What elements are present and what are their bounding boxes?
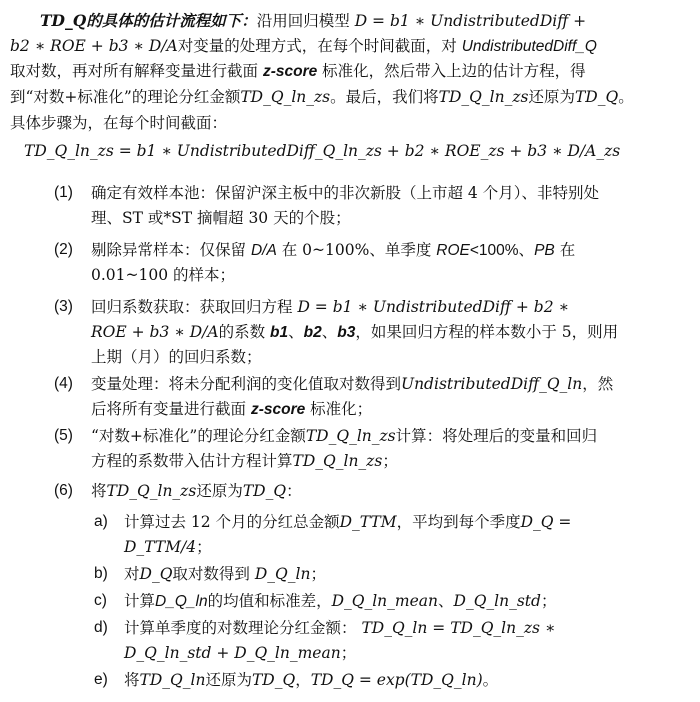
intro-text: 具体步骤为，在每个时间截面： — [10, 114, 228, 132]
intro-line-2 — [10, 35, 597, 58]
step-formula: D_Q_ln_std + D_Q_ln_mean — [124, 644, 341, 662]
step-text: ； — [540, 592, 557, 610]
step-number: (3) — [54, 298, 73, 315]
step-number: (2) — [54, 241, 73, 258]
intro-variable: TD_Q — [574, 88, 619, 106]
step-variable: PB — [534, 242, 555, 259]
step-variable: D_Q_ln_mean — [331, 592, 439, 610]
step-number: (1) — [54, 184, 73, 201]
intro-text: 取对数，再对所有解释变量进行截面 — [10, 62, 259, 80]
step-text: 。 — [482, 671, 499, 689]
step-text: <100%、 — [469, 242, 535, 259]
step-text: 、 — [438, 592, 454, 610]
intro-variable: TD_Q_ln_zs — [240, 88, 331, 106]
step-variable: D_TTM — [339, 513, 397, 531]
step-text: 0.01~100 的样本； — [91, 266, 236, 284]
step-text: 上期（月）的回归系数； — [91, 348, 262, 366]
step-text: 变量处理：将未分配利润的变化值取对数得到 — [91, 375, 402, 393]
step-text: ； — [382, 452, 398, 470]
step-variable: TD_Q_ln_zs — [305, 427, 396, 445]
step-number: (5) — [54, 427, 73, 444]
step-text: 计算过去 12 个月的分红总金额 — [124, 513, 340, 531]
intro-formula-cont: b2 ∗ ROE + b3 ∗ D/A — [10, 37, 178, 55]
step-text: 对 — [124, 565, 140, 583]
step-text: 计算 — [124, 592, 156, 610]
step-variable: TD_Q_ln_zs — [292, 452, 383, 470]
step-variable: b3 — [337, 324, 356, 341]
intro-line-4 — [10, 86, 634, 108]
intro-zscore: z-score — [262, 63, 318, 80]
step-variable: D_Q_ln — [254, 565, 311, 583]
step-variable: D_Q_ln_std — [453, 592, 541, 610]
step-text: ，然 — [582, 375, 614, 393]
main-formula — [24, 140, 620, 162]
intro-variable: TD_Q_ln_zs — [438, 88, 529, 106]
step-number: (6) — [54, 482, 73, 499]
intro-line-5 — [10, 112, 227, 134]
step-variable: b1 — [270, 324, 289, 341]
step-text: 将 — [124, 671, 140, 689]
substep-label: d) — [94, 619, 108, 636]
step-text: 计算单季度的对数理论分红金额： — [124, 619, 357, 637]
step-text: 的均值和标准差， — [207, 592, 332, 610]
step-text: 理、ST 或*ST 摘帽超 30 天的个股； — [91, 209, 351, 227]
intro-text: 。 — [618, 88, 634, 106]
step-variable: D_Q — [139, 565, 173, 583]
step-zscore: z-score — [250, 401, 306, 418]
step-formula: D_TTM/4 — [124, 538, 197, 556]
step-text: 计算：将处理后的变量和回归 — [395, 427, 598, 445]
intro-text: 标准化，然后带入上边的估计方程，得 — [322, 62, 586, 80]
step-text: 将 — [91, 482, 107, 500]
intro-text: 沿用回归模型 — [256, 12, 350, 30]
step-text: ： — [286, 482, 302, 500]
step-text: ； — [310, 565, 326, 583]
step-variable: TD_Q — [242, 482, 287, 500]
substep-label: e) — [94, 671, 108, 688]
step-variable: TD_Q — [251, 671, 296, 689]
intro-text: 到“对数+标准化”的理论分红金额 — [10, 88, 241, 106]
step-text: “对数+标准化”的理论分红金额 — [91, 427, 306, 445]
substep-label: a) — [94, 513, 108, 530]
estimation-formula: TD_Q_ln_zs = b1 ∗ UndistributedDiff_Q_ln_zs + b2 ∗ ROE_zs + b3 ∗ D/A_zs — [24, 142, 621, 160]
step-formula: D_Q = — [520, 513, 572, 531]
step-text: ，平均到每个季度 — [396, 513, 521, 531]
step-variable: D/A — [250, 242, 277, 259]
step-variable: b2 — [303, 324, 322, 341]
step-text: 标准化； — [310, 400, 373, 418]
step-text: 后将所有变量进行截面 — [91, 400, 247, 418]
intro-model-formula: D = b1 ∗ UndistributedDiff + — [354, 12, 587, 30]
intro-text: 还原为 — [528, 88, 575, 106]
step-text: 、 — [288, 323, 304, 341]
step-text: 在 — [559, 241, 576, 259]
step-formula: ROE + b3 ∗ D/A — [91, 323, 219, 341]
step-text: ； — [196, 538, 212, 556]
step-text: 、 — [321, 323, 338, 341]
substep-label: c) — [94, 592, 107, 609]
step-formula: D = b1 ∗ UndistributedDiff + b2 ∗ — [297, 298, 570, 316]
intro-line-1 — [40, 10, 586, 32]
step-text: 还原为 — [196, 482, 243, 500]
step-text: ，如果回归方程的样本数小于 5，则用 — [355, 323, 619, 341]
step-text: ； — [340, 644, 357, 662]
step-variable: TD_Q_ln — [139, 671, 206, 689]
step-text: 的系数 — [218, 323, 266, 341]
step-text: 回归系数获取：获取回归方程 — [91, 298, 293, 316]
step-text: 确定有效样本池：保留沪深主板中的非次新股（上市超 4 个月）、非特别处 — [91, 184, 599, 202]
substep-label: b) — [94, 565, 108, 582]
step-formula: TD_Q = exp(TD_Q_ln) — [310, 671, 483, 689]
intro-heading: TD_Q的具体的估计流程如下： — [40, 11, 257, 30]
step-variable: UndistributedDiff_Q_ln — [401, 375, 583, 393]
step-formula: TD_Q_ln = TD_Q_ln_zs ∗ — [361, 619, 556, 637]
step-number: (4) — [54, 375, 73, 392]
step-variable: TD_Q_ln_zs — [106, 482, 197, 500]
step-text: 还原为 — [205, 671, 252, 689]
intro-variable: UndistributedDiff_Q — [461, 38, 597, 55]
step-variable: D_Q_ln — [155, 593, 208, 610]
intro-text: 。最后，我们将 — [330, 88, 439, 106]
step-text: ， — [295, 671, 311, 689]
step-text: 取对数得到 — [172, 565, 250, 583]
step-text: 在 0~100%、单季度 — [281, 241, 432, 259]
intro-text: 对变量的处理方式，在每个时间截面，对 — [177, 37, 457, 55]
step-text: 方程的系数带入估计方程计算 — [91, 452, 293, 470]
step-variable: ROE — [436, 242, 470, 259]
step-text: 剔除异常样本：仅保留 — [91, 241, 247, 259]
intro-line-3 — [10, 60, 586, 83]
